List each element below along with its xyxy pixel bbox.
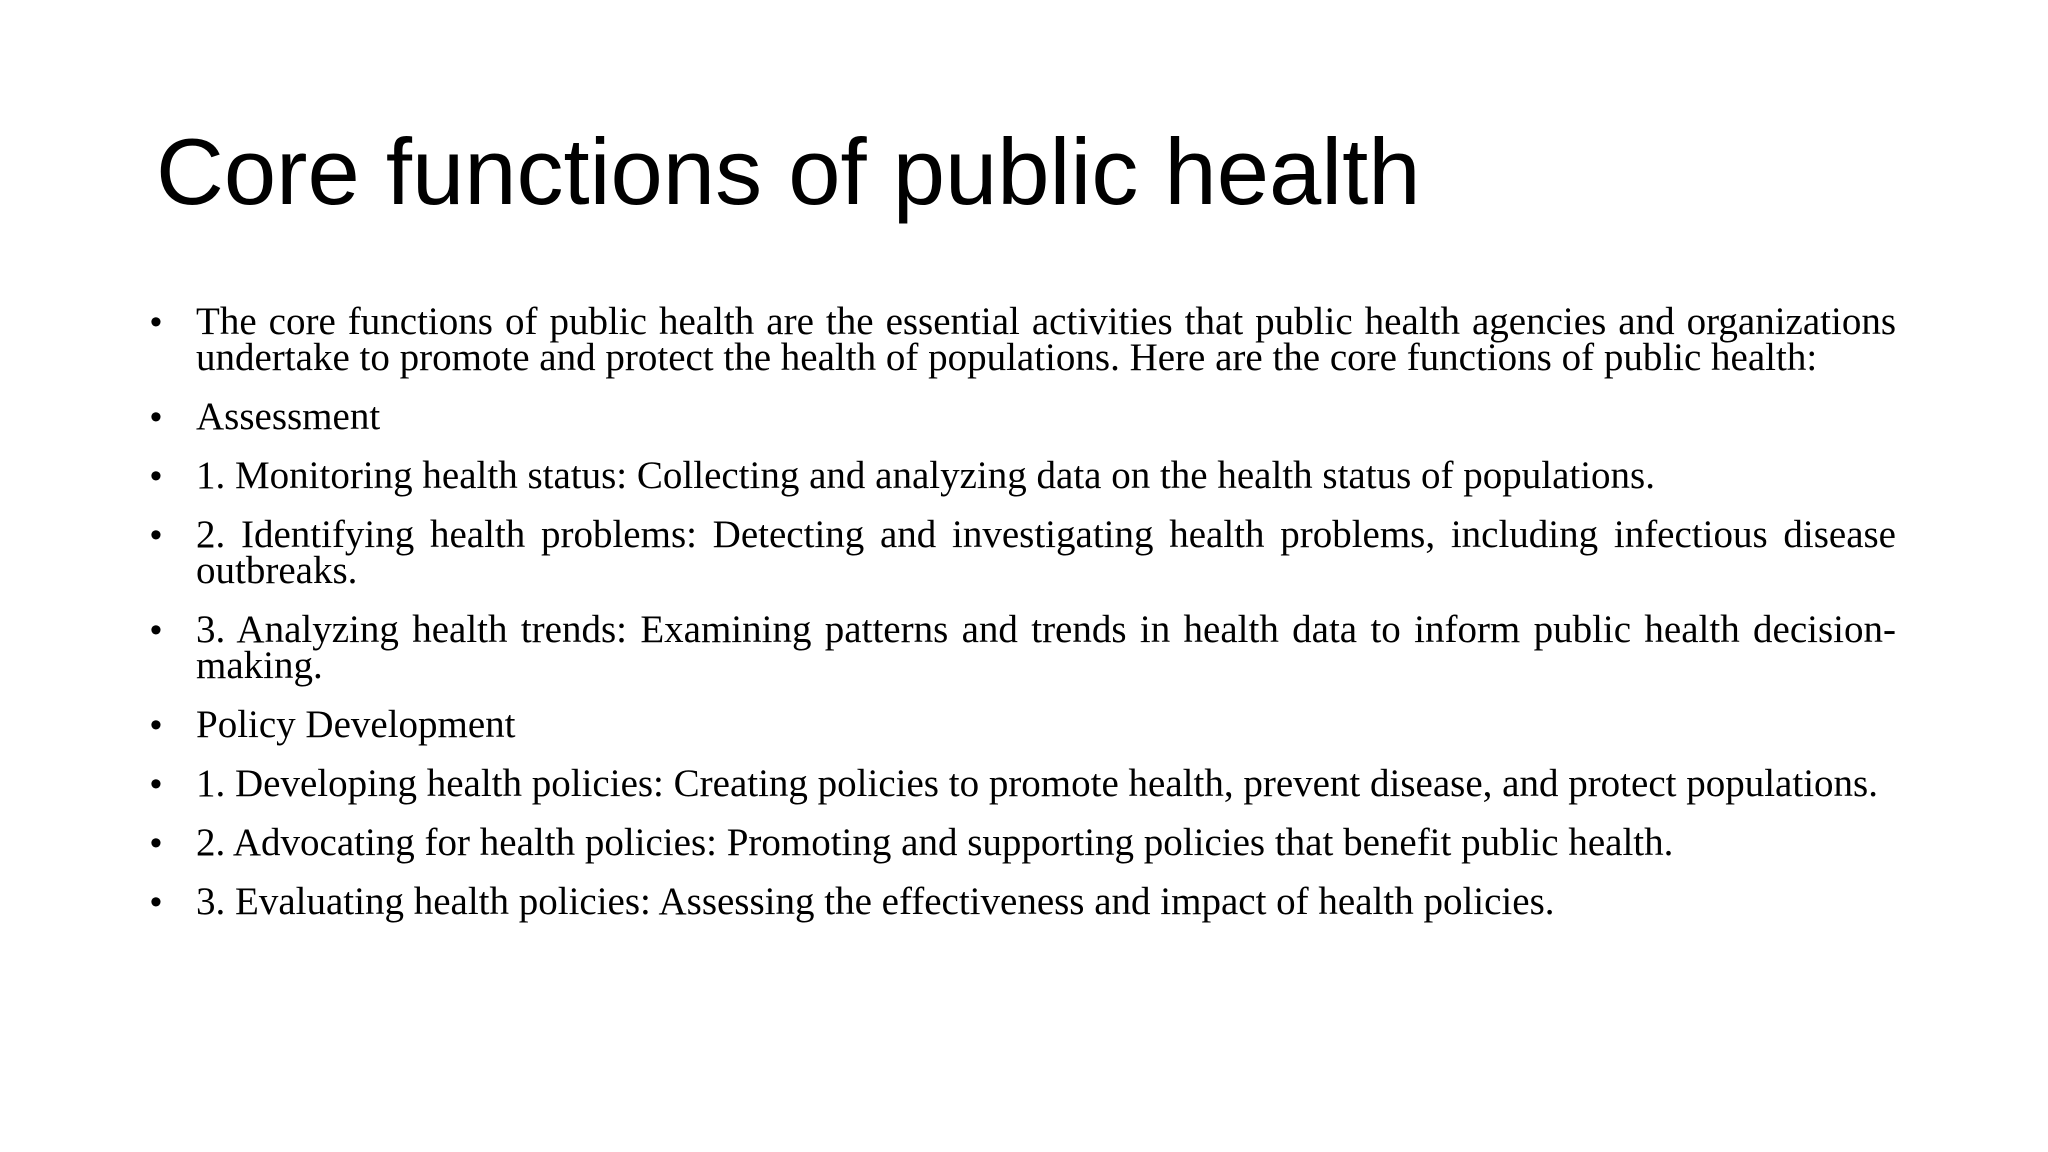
bullet-item-advocating [150, 821, 1896, 864]
bullet-item-developing [150, 762, 1896, 805]
bullet-item-analyzing [150, 608, 1896, 687]
bullet-dot-icon: • [150, 611, 162, 649]
bullet-dot-icon: • [150, 706, 162, 744]
bullet-item-monitoring [150, 454, 1896, 497]
bullet-text: Assessment [196, 395, 381, 438]
bullet-text: 3. Analyzing health trends: Examining patterns and trends in health data to inform public health decision-making. [196, 608, 1896, 687]
bullet-item-assessment [150, 395, 1896, 438]
bullet-dot-icon: • [150, 303, 162, 341]
bullet-text: 2. Advocating for health policies: Promoting and supporting policies that benefit public health. [196, 821, 1674, 864]
bullet-text: The core functions of public health are the essential activities that public health agencies and organizations undertake to promote and protect the health of populations. Here are the core functions of public health: [196, 300, 1896, 379]
bullet-dot-icon: • [150, 457, 162, 495]
bullet-dot-icon: • [150, 516, 162, 554]
bullet-item-evaluating [150, 880, 1896, 923]
bullet-dot-icon: • [150, 883, 162, 921]
bullet-item-intro [150, 300, 1896, 379]
bullet-dot-icon: • [150, 824, 162, 862]
bullet-item-policy-development [150, 703, 1896, 746]
bullet-dot-icon: • [150, 398, 162, 436]
bullet-text: 1. Developing health policies: Creating policies to promote health, prevent disease, and protect populations. [196, 762, 1878, 805]
bullet-list [150, 300, 1896, 943]
slide-title: Core functions of public health [156, 119, 1421, 224]
bullet-text: Policy Development [196, 703, 516, 746]
bullet-text: 2. Identifying health problems: Detecting and investigating health problems, including infectious disease outbreaks. [196, 513, 1896, 592]
bullet-dot-icon: • [150, 765, 162, 803]
bullet-item-identifying [150, 513, 1896, 592]
bullet-text: 1. Monitoring health status: Collecting and analyzing data on the health status of populations. [196, 454, 1655, 497]
bullet-text: 3. Evaluating health policies: Assessing the effectiveness and impact of health policies. [196, 880, 1555, 923]
